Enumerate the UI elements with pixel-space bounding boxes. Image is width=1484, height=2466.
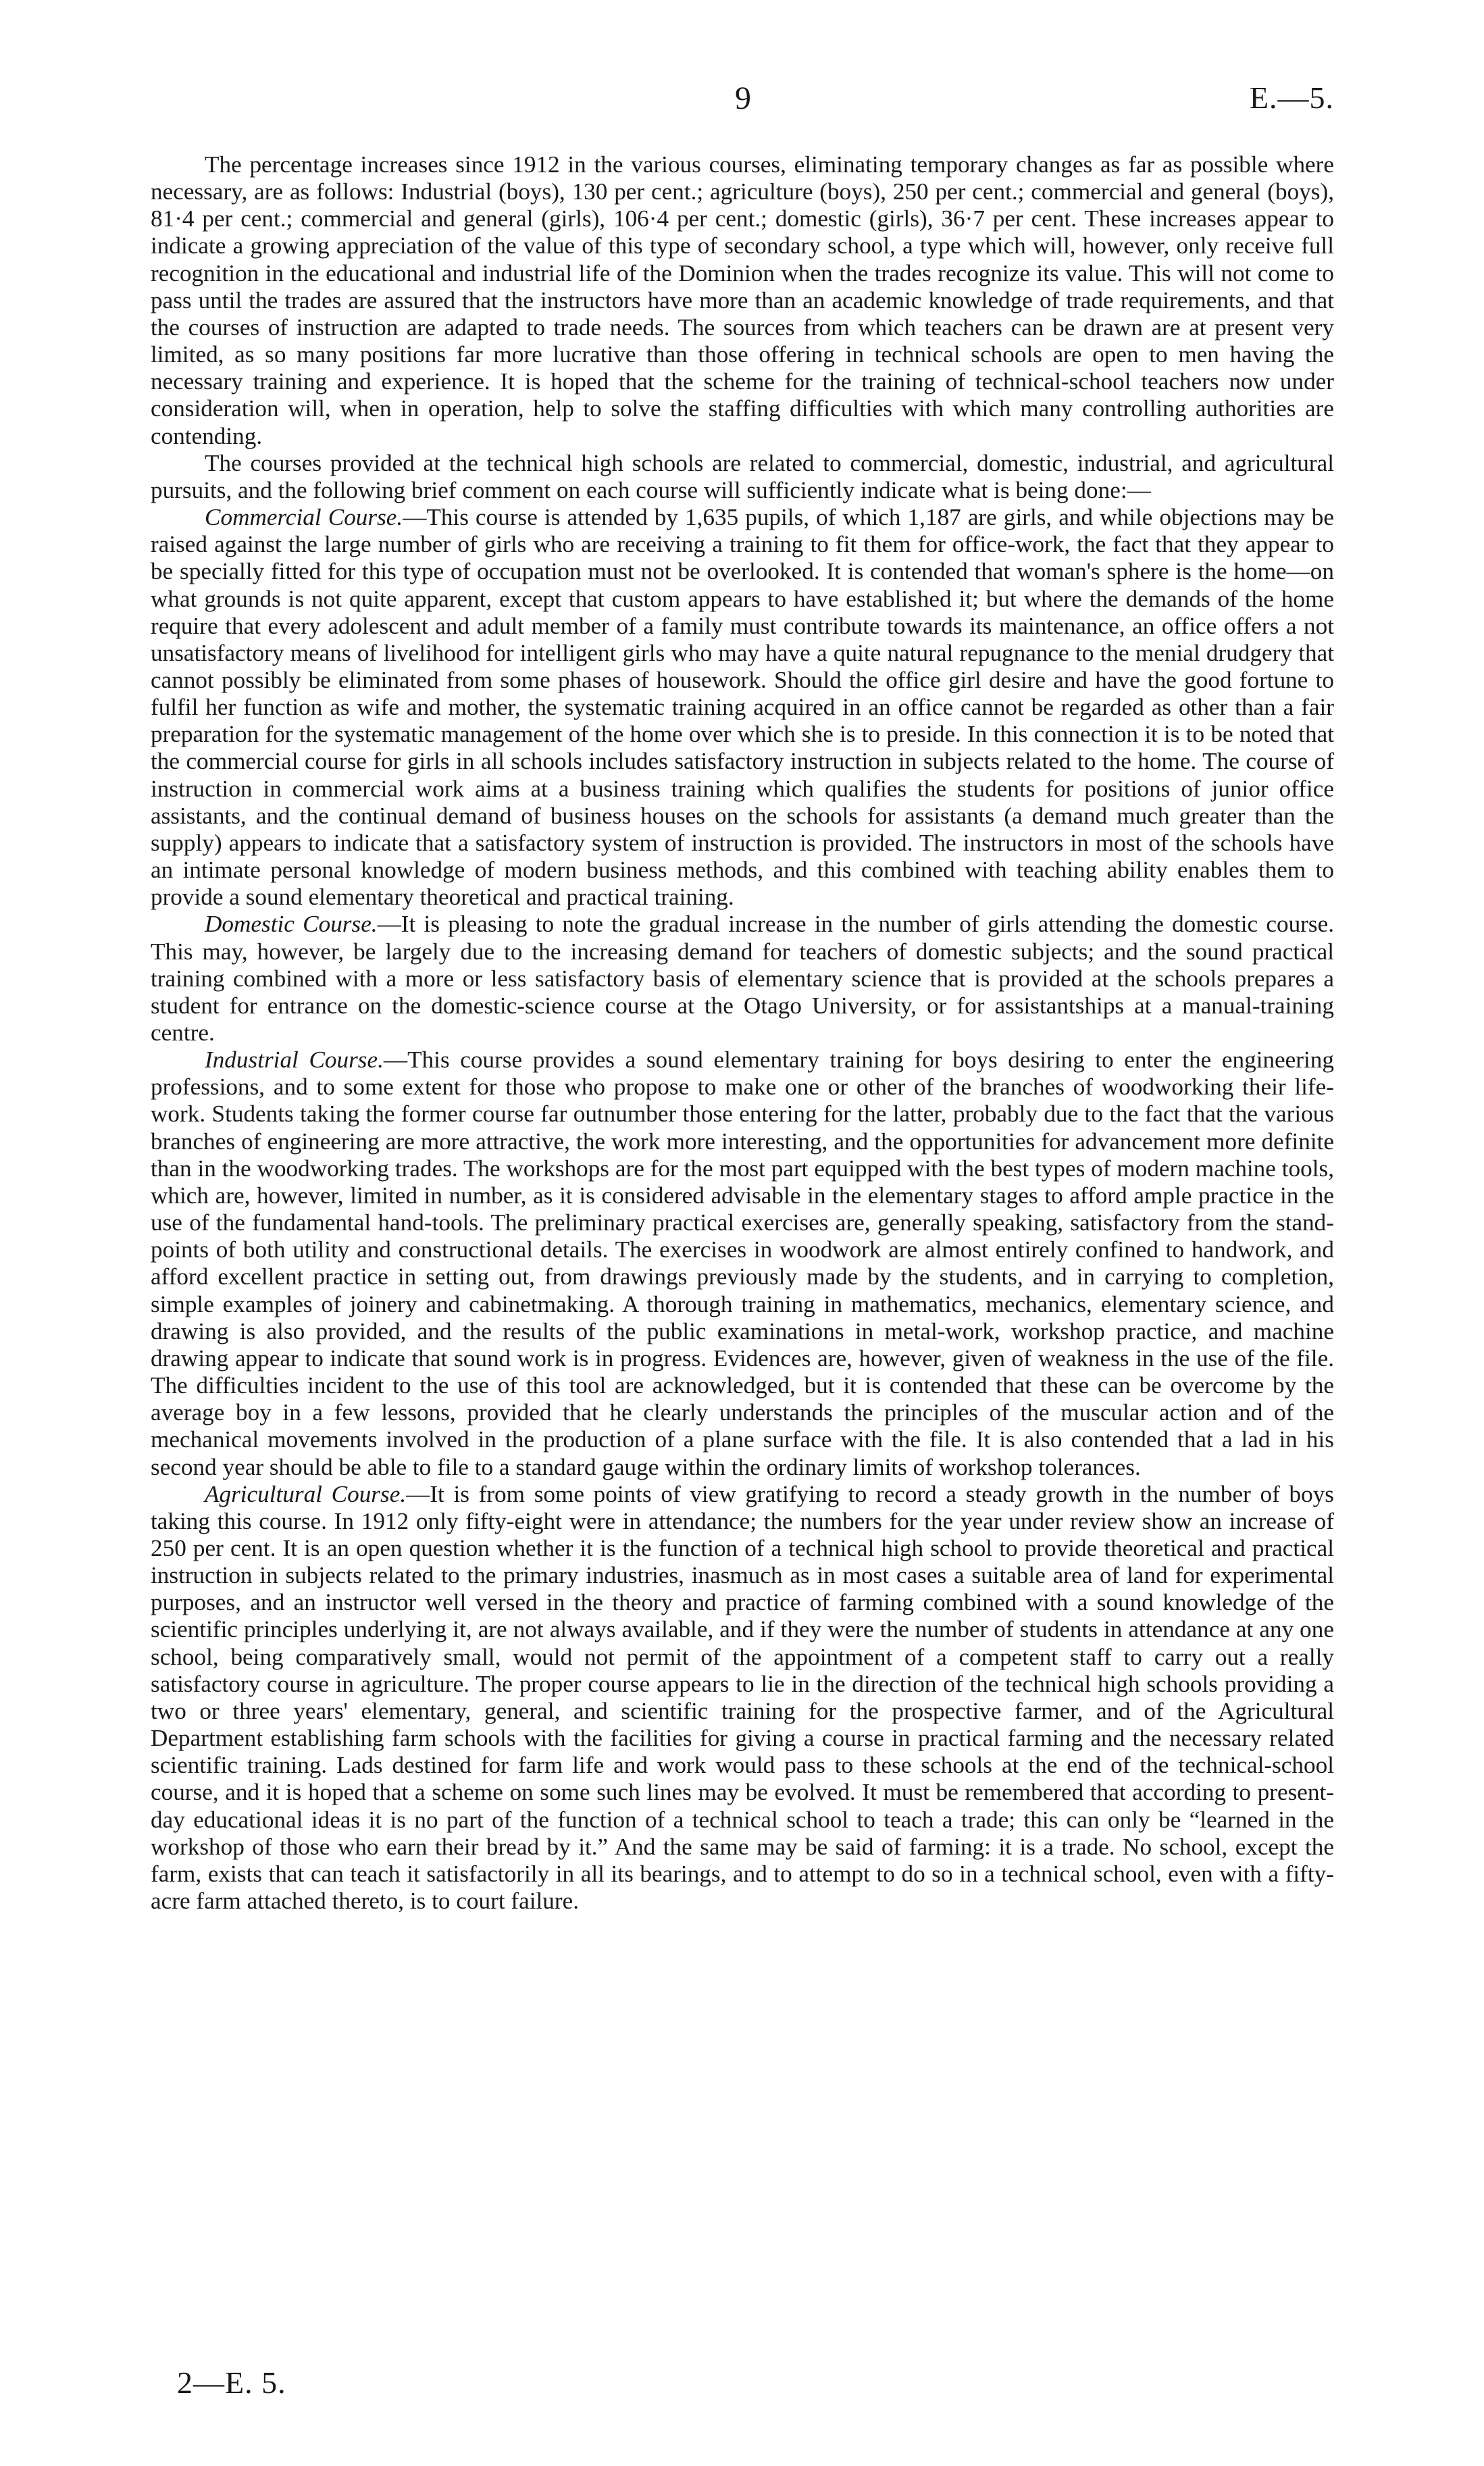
body-text [151,151,1334,1915]
document-reference: E.—5. [1249,80,1334,115]
paragraph-industrial-course [151,1047,1334,1481]
paragraph-agricultural-course [151,1481,1334,1915]
paragraph-heading: Agricultural Course. [205,1480,407,1507]
paragraph-text: The courses provided at the technical high schools are related to commercial, domestic, industrial, and agricultural pursuits, and the following brief comment on each course will sufficiently indicate what is being done:— [151,449,1334,503]
paragraph-courses-overview [151,450,1334,504]
paragraph-heading: Domestic Course. [205,911,378,938]
paragraph-domestic-course [151,911,1334,1047]
paragraph-commercial-course [151,504,1334,911]
paragraph-text: —This course is attended by 1,635 pupils, of which 1,187 are girls, and while objections may be raised against the large number of girls who are receiving a training to fit them for office-work, the fact that they appear to be specially fitted for this type of occupation must not be overlooked. It is contended that woman's sphere is the home—on what grounds is not quite apparent, except that custom appears to have established it; but where the demands of the home require that every adolescent and adult member of a family must contribute towards its maintenance, an office offers a not unsatisfactory means of livelihood for intelligent girls who may have a quite natural repugnance to the menial drudgery that cannot possibly be eliminated from some phases of housework. Should the office girl desire and have the good fortune to fulfil her function as wife and mother, the systematic training acquired in an office cannot be regarded as other than a fair preparation for the systematic management of the home over which she is to preside. In this connection it is to be noted that the commercial course for girls in all schools includes satisfactory instruction in subjects related to the home. The course of instruction in commercial work aims at a business training which qualifies the students for positions of junior office assistants, and the continual demand of business houses on the schools for assistants (a demand much greater than the supply) appears to indicate that a satisfactory system of instruction is provided. The instructors in most of the schools have an intimate personal knowledge of modern business methods, and this combined with teaching ability enables them to provide a sound elementary theoretical and practical training. [151,504,1334,911]
paragraph-heading: Industrial Course. [205,1047,384,1074]
page-number: 9 [735,80,751,116]
page-signature: 2—E. 5. [177,2365,286,2400]
paragraph-text: —It is pleasing to note the gradual increase in the number of girls attending the domestic course. This may, however, be largely due to the increasing demand for teachers of domestic subjects; and the sound practical training combined with a more or less satisfactory basis of elementary science that is provided at the schools prepares a student for entrance on the domestic-science course at the Otago University, or for assistantships at a manual-training centre. [151,911,1334,1046]
paragraph-text: The percentage increases since 1912 in the various courses, eliminating temporary changes as far as possible where necessary, are as follows: Industrial (boys), 130 per cent.; agriculture (boys), 250 per cent.; commercial and general (boys), 81·4 per cent.; commercial and general (girls), 106·4 per cent.; domestic (girls), 36·7 per cent. These increases appear to indicate a growing appreciation of the value of this type of secondary school, a type which will, however, only receive full recognition in the educational and industrial life of the Dominion when the trades recognize its value. This will not come to pass until the trades are assured that the instructors have more than an academic knowledge of trade requirements, and that the courses of instruction are adapted to trade needs. The sources from which teachers can be drawn are at present very limited, as so many positions far more lucrative than those offering in technical schools are open to men having the necessary training and experience. It is hoped that the scheme for the training of technical-school teachers now under consideration will, when in operation, help to solve the staffing difficulties with which many controlling authorities are contending. [151,151,1334,449]
paragraph-percentage-increases [151,151,1334,450]
paragraph-text: —It is from some points of view gratifying to record a steady growth in the number of boys taking this course. In 1912 only fifty-eight were in attendance; the numbers for the year under review show an increase of 250 per cent. It is an open question whether it is the function of a technical high school to provide theoretical and practical instruction in subjects related to the primary industries, inasmuch as in most cases a suitable area of land for experimental purposes, and an instructor well versed in the theory and practice of farming combined with a sound knowledge of the scientific principles underlying it, are not always available, and if they were the number of students in attendance at any one school, being comparatively small, would not permit of the appointment of a competent staff to carry out a really satisfactory course in agriculture. The proper course appears to lie in the direction of the technical high schools providing a two or three years' elementary, general, and scientific training for the prospective farmer, and of the Agricultural Department establishing farm schools with the facilities for giving a course in practical farming and the necessary related scientific training. Lads destined for farm life and work would pass to these schools at the end of the technical-school course, and it is hoped that a scheme on some such lines may be evolved. It must be remembered that according to present-day educational ideas it is no part of the function of a technical school to teach a trade; this can only be “learned in the workshop of those who earn their bread by it.” And the same may be said of farming: it is a trade. No school, except the farm, exists that can teach it satisfactorily in all its bearings, and to attempt to do so in a technical school, even with a fifty-acre farm attached thereto, is to court failure. [151,1480,1334,1914]
paragraph-heading: Commercial Course. [205,504,403,531]
paragraph-text: —This course provides a sound elementary training for boys desiring to enter the engineering professions, and to some extent for those who propose to make one or other of the branches of woodworking their life-work. Students taking the former course far outnumber those entering for the latter, probably due to the fact that the various branches of engineering are more attractive, the work more interesting, and the opportunities for advancement more definite than in the woodworking trades. The workshops are for the most part equipped with the best types of modern machine tools, which are, however, limited in number, as it is considered advisable in the elementary stages to afford ample practice in the use of the fundamental hand-tools. The preliminary practical exercises are, generally speaking, satisfactory from the stand-points of both utility and constructional details. The exercises in woodwork are almost entirely confined to handwork, and afford excellent practice in setting out, from drawings previously made by the students, and in carrying to completion, simple examples of joinery and cabinetmaking. A thorough training in mathematics, mechanics, elementary science, and drawing is also provided, and the results of the public examinations in metal-work, workshop practice, and machine drawing appear to indicate that sound work is in progress. Evidences are, however, given of weakness in the use of the file. The difficulties incident to the use of this tool are acknowledged, but it is contended that these can be overcome by the average boy in a few lessons, provided that he clearly understands the principles of the muscular action and of the mechanical movements involved in the production of a plane surface with the file. It is also contended that a lad in his second year should be able to file to a standard gauge within the ordinary limits of workshop tolerances. [151,1047,1334,1480]
